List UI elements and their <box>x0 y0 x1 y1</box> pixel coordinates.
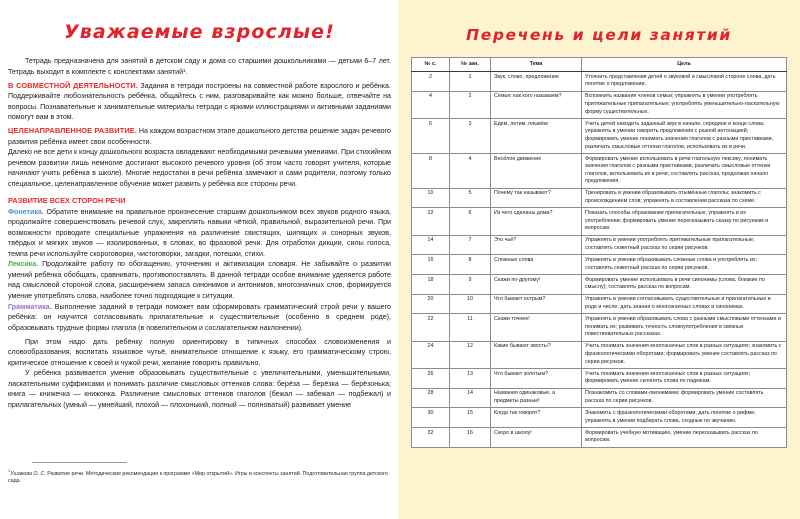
cell-theme: Скоро в школу! <box>491 427 582 447</box>
footnote-author: Ушакова О. С. <box>10 470 46 477</box>
cell-theme: Сложные слова <box>491 255 582 275</box>
table-row <box>412 188 787 208</box>
cell-lesson-number: 3 <box>450 119 491 154</box>
cell-theme: Что бывает острым? <box>491 294 582 314</box>
cell-page-number: 16 <box>412 255 450 275</box>
cell-goal: Тренировать в умении образовывать отымённые глаголы; знакомить с происхождением слов; упражнять в составлении рассказа по схеме. <box>582 188 787 208</box>
cell-page-number: 10 <box>412 188 450 208</box>
table-row <box>412 294 787 314</box>
cell-goal: Формировать умение использовать в речи глагольную лексику; понимать значения глаголов с разными приставками, различать смысловые оттенки глаголов, использовать их в речи; составлять рассказ, продолжая начало предложения. <box>582 153 787 188</box>
cell-lesson-number: 4 <box>450 153 491 188</box>
cell-page-number: 30 <box>412 408 450 428</box>
table-header-row <box>412 57 787 72</box>
column-header-page: № с. <box>412 57 450 72</box>
cell-goal: Упражнять в умении образовывать слова с разными смысловыми оттенками и понимать их; развивать точность словоупотребления в связных повествовательных рассказах. <box>582 314 787 341</box>
cell-lesson-number: 16 <box>450 427 491 447</box>
cell-goal: Упражнять в умении употреблять притяжательные прилагательные; составлять сюжетный рассказ по серии рисунков. <box>582 235 787 255</box>
cell-theme: Едем, летим, плывём <box>491 119 582 154</box>
table-row <box>412 341 787 368</box>
cell-page-number: 12 <box>412 208 450 235</box>
column-header-theme: Тема <box>491 57 582 72</box>
table-row <box>412 314 787 341</box>
cell-lesson-number: 6 <box>450 208 491 235</box>
cell-theme: Названия одинаковые, а предметы разные! <box>491 388 582 408</box>
cell-page-number: 18 <box>412 275 450 295</box>
table-row <box>412 255 787 275</box>
spacer <box>8 190 391 194</box>
cell-page-number: 20 <box>412 294 450 314</box>
table-row <box>412 388 787 408</box>
cell-page-number: 8 <box>412 153 450 188</box>
subsection-grammar <box>8 302 391 334</box>
subsection-text-grammar: Выполнение заданий в тетради поможет вам сформировать грамматический строй речи у вашего ребёнка: он научится согласовывать прилагательные и существительные (особенно в среднем роде), образовывать трудные формы глагола (в повелительном и сослагательном наклонении). <box>8 302 391 332</box>
table-row <box>412 72 787 92</box>
cell-goal: Формировать умение использовать в речи синонимы (слова, близкие по смыслу); составлять рассказ по вопросам. <box>582 275 787 295</box>
subsection-phonetics <box>8 207 391 260</box>
cell-lesson-number: 8 <box>450 255 491 275</box>
section-purposeful <box>8 126 391 147</box>
block-heading-speech-development <box>8 196 391 207</box>
column-header-goal: Цель <box>582 57 787 72</box>
footnote-marker: 1 <box>8 468 11 474</box>
cell-lesson-number: 12 <box>450 341 491 368</box>
section-text-purposeful: На каждом возрастном этапе дошкольного детства решение задач речевого развития ребёнка имеет свои особенности. <box>8 127 392 146</box>
cell-lesson-number: 5 <box>450 188 491 208</box>
cell-theme: Когда так говорят? <box>491 408 582 428</box>
cell-theme: Какие бывают хвосты? <box>491 341 582 368</box>
cell-goal: Формировать учебную мотивацию, умение пересказывать рассказ по вопросам. <box>582 427 787 447</box>
paragraph-after-purposeful: Далеко не все дети к концу дошкольного возраста овладевают необходимыми речевыми умениями. При стихийном речевом развитии лишь немногие достигают высокого речевого уровня (об этом часто говорят учителя, которые начинают учить ребёнка в школе). Многие недостатки в речи ребёнка замечают и сами родители, поэтому только специальное, целенаправленное обучение может развить у ребёнка все стороны речи. <box>8 148 392 189</box>
table-row <box>412 275 787 295</box>
closing-paragraph-2: У ребёнка развивается умение образовывать существительные с увеличительными, уменьшительными, ласкательными суффиксами и понимать различие смысловых оттенков слова: берёза — берёзка — берёзонька; книга — книжечка — книжонка. Различение смысловых оттенков глаголов (бежал — забежал — подбежал) и прилагательных (умный — умнейший, плохой — плохонький, полный — полноватый) развивает умение <box>8 369 391 409</box>
left-page-body <box>8 56 391 411</box>
cell-lesson-number: 15 <box>450 408 491 428</box>
section-heading-cooperative: В СОВМЕСТНОЙ ДЕЯТЕЛЬНОСТИ. <box>8 80 138 90</box>
table-row <box>412 153 787 188</box>
table-row <box>412 427 787 447</box>
cell-theme: Весёлое движение <box>491 153 582 188</box>
cell-page-number: 2 <box>412 72 450 92</box>
cell-page-number: 26 <box>412 368 450 388</box>
cell-lesson-number: 11 <box>450 314 491 341</box>
lessons-table-body <box>412 72 787 448</box>
cell-theme: Почему так называют? <box>491 188 582 208</box>
block-heading-label: РАЗВИТИЕ ВСЕХ СТОРОН РЕЧИ <box>8 196 126 206</box>
cell-goal: Вспомнить названия членов семьи; упражнять в умении употреблять притяжательные прилагательные; употреблять уменьшительно-ласкательную форму существительных. <box>582 91 787 118</box>
closing-paragraph-1: При этом надо дать ребёнку полную ориентировку в типичных способах словоизменения и словообразования, воспитать языковое чутьё, внимательное отношение к языку, его грамматическому строю, критическое отношение к своей и чужой речи, желание говорить правильно. <box>8 337 391 367</box>
table-row <box>412 208 787 235</box>
cell-goal: Показать способы образования прилагательных; упражнять в их употреблении; формировать умение пересказывать сказку по рисункам и вопросам. <box>582 208 787 235</box>
subsection-text-lexis: Продолжайте работу по обогащению, уточнению и активизации словаря. Не забывайте о развитии умений ребёнка обобщать, сравнивать, противопоставлять. В данной тетради особое внимание уделяется работе над смысловой стороной слова, расширением запаса синонимов и антонимов, многозначных слов, формируется умение употреблять слова, наиболее точно подходящие к ситуации. <box>8 260 391 300</box>
cell-lesson-number: 2 <box>450 91 491 118</box>
intro-paragraph: Тетрадь предназначена для занятий в детском саду и дома со старшими дошкольниками — детьми 6–7 лет. Тетрадь выходит в комплекте с конспектами занятий¹. <box>8 57 391 76</box>
cell-goal: Познакомить со словами-омонимами; формировать умение составлять рассказ по серии рисунков. <box>582 388 787 408</box>
cell-goal: Упражнять в умении образовывать сложные слова и употреблять их; составлять сюжетный рассказ по серии рисунков. <box>582 255 787 275</box>
cell-goal: Учить понимать значения многозначных слов в разных ситуациях; формировать умение склонять слова по падежам. <box>582 368 787 388</box>
cell-theme: Из чего сделаны дома? <box>491 208 582 235</box>
cell-goal: Учить детей находить заданный звук в начале, середине и конце слова; упражнять в умении говорить предложения с разной интонацией; формировать умение понимать значения глаголов с разными приставками, различать смысловые оттенки глаголов, использовать их в речи. <box>582 119 787 154</box>
footnote-text: Развитие речи. Методические рекомендации к программе «Мир открытий». Игры и конспекты занятий. Подготовительная группа детского сада. <box>8 470 388 485</box>
cell-page-number: 22 <box>412 314 450 341</box>
footnote-divider <box>32 462 127 463</box>
table-row <box>412 408 787 428</box>
subsection-label-lexis: Лексика. <box>8 260 39 269</box>
cell-lesson-number: 14 <box>450 388 491 408</box>
cell-page-number: 4 <box>412 91 450 118</box>
footnote-block <box>8 462 391 486</box>
subsection-label-phonetics: Фонетика. <box>8 207 44 216</box>
table-row <box>412 235 787 255</box>
table-row <box>412 368 787 388</box>
lessons-table <box>411 57 787 448</box>
cell-goal: Уточнить представления детей о звуковой и смысловой стороне слова, дать понятие о предложении. <box>582 72 787 92</box>
cell-theme: Скажи точнее! <box>491 314 582 341</box>
section-heading-purposeful: ЦЕЛЕНАПРАВЛЕННОЕ РАЗВИТИЕ. <box>8 126 137 136</box>
cell-lesson-number: 13 <box>450 368 491 388</box>
cell-lesson-number: 1 <box>450 72 491 92</box>
table-row <box>412 91 787 118</box>
subsection-text-phonetics: Обратите внимание на правильное произнесение старшим дошкольником всех звуков родного языка, продолжайте совершенствовать речевой слух, закреплять навыки чёткой, правильной, выразительной речи. При возможности проводите специальные упражнения на различение свистящих, шипящих и сонорных звуков, твёрдых и мягких звуков — изолированных, в словах, во фразовой речи. Для отработки дикции, силы голоса, темпа речи используйте скороговорки, чистоговорки, загадки, потешки, стихи. <box>8 207 391 258</box>
subsection-label-grammar: Грамматика. <box>8 302 52 311</box>
subsection-lexis <box>8 259 391 301</box>
cell-theme: Скажи по-другому! <box>491 275 582 295</box>
cell-page-number: 6 <box>412 119 450 154</box>
left-page <box>0 0 398 519</box>
cell-goal: Знакомить с фразеологическими оборотами; дать понятие о рифме; упражнять в умении подбирать слова, сходные по звучанию. <box>582 408 787 428</box>
page-title-right: Перечень и цели занятий <box>466 26 732 44</box>
cell-goal: Упражнять в умении согласовывать существительные и прилагательные в роде и числе; дать знания о многозначных словах и синонимах. <box>582 294 787 314</box>
lessons-table-head <box>412 57 787 72</box>
cell-lesson-number: 9 <box>450 275 491 295</box>
section-cooperative <box>8 81 391 123</box>
cell-theme: Семья: как кого называем? <box>491 91 582 118</box>
table-row <box>412 119 787 154</box>
section-text-cooperative: Задания в тетради построены на совместной работе взрослого и ребёнка. Поддерживайте любознательность ребёнка, общайтесь с ним, разговаривайте как можно больше, отвечайте на вопросы. Познавательные и занимательные материалы тетради с яркими иллюстрациями и активными заданиями помогут вам в этом. <box>8 81 391 122</box>
cell-lesson-number: 7 <box>450 235 491 255</box>
page-title-left: Уважаемые взрослые! <box>64 21 335 43</box>
cell-theme: Звук, слово, предложение <box>491 72 582 92</box>
cell-page-number: 14 <box>412 235 450 255</box>
cell-theme: Это чьё? <box>491 235 582 255</box>
column-header-lesson: № зан. <box>450 57 491 72</box>
cell-theme: Что бывает золотым? <box>491 368 582 388</box>
cell-page-number: 28 <box>412 388 450 408</box>
cell-page-number: 32 <box>412 427 450 447</box>
cell-page-number: 24 <box>412 341 450 368</box>
cell-goal: Учить понимать значения многозначных слов в разных ситуациях; знакомить с фразеологическими оборотами; формировать умение составлять рассказ по серии рисунков. <box>582 341 787 368</box>
footnote <box>8 467 391 486</box>
right-page <box>398 0 800 519</box>
cell-lesson-number: 10 <box>450 294 491 314</box>
